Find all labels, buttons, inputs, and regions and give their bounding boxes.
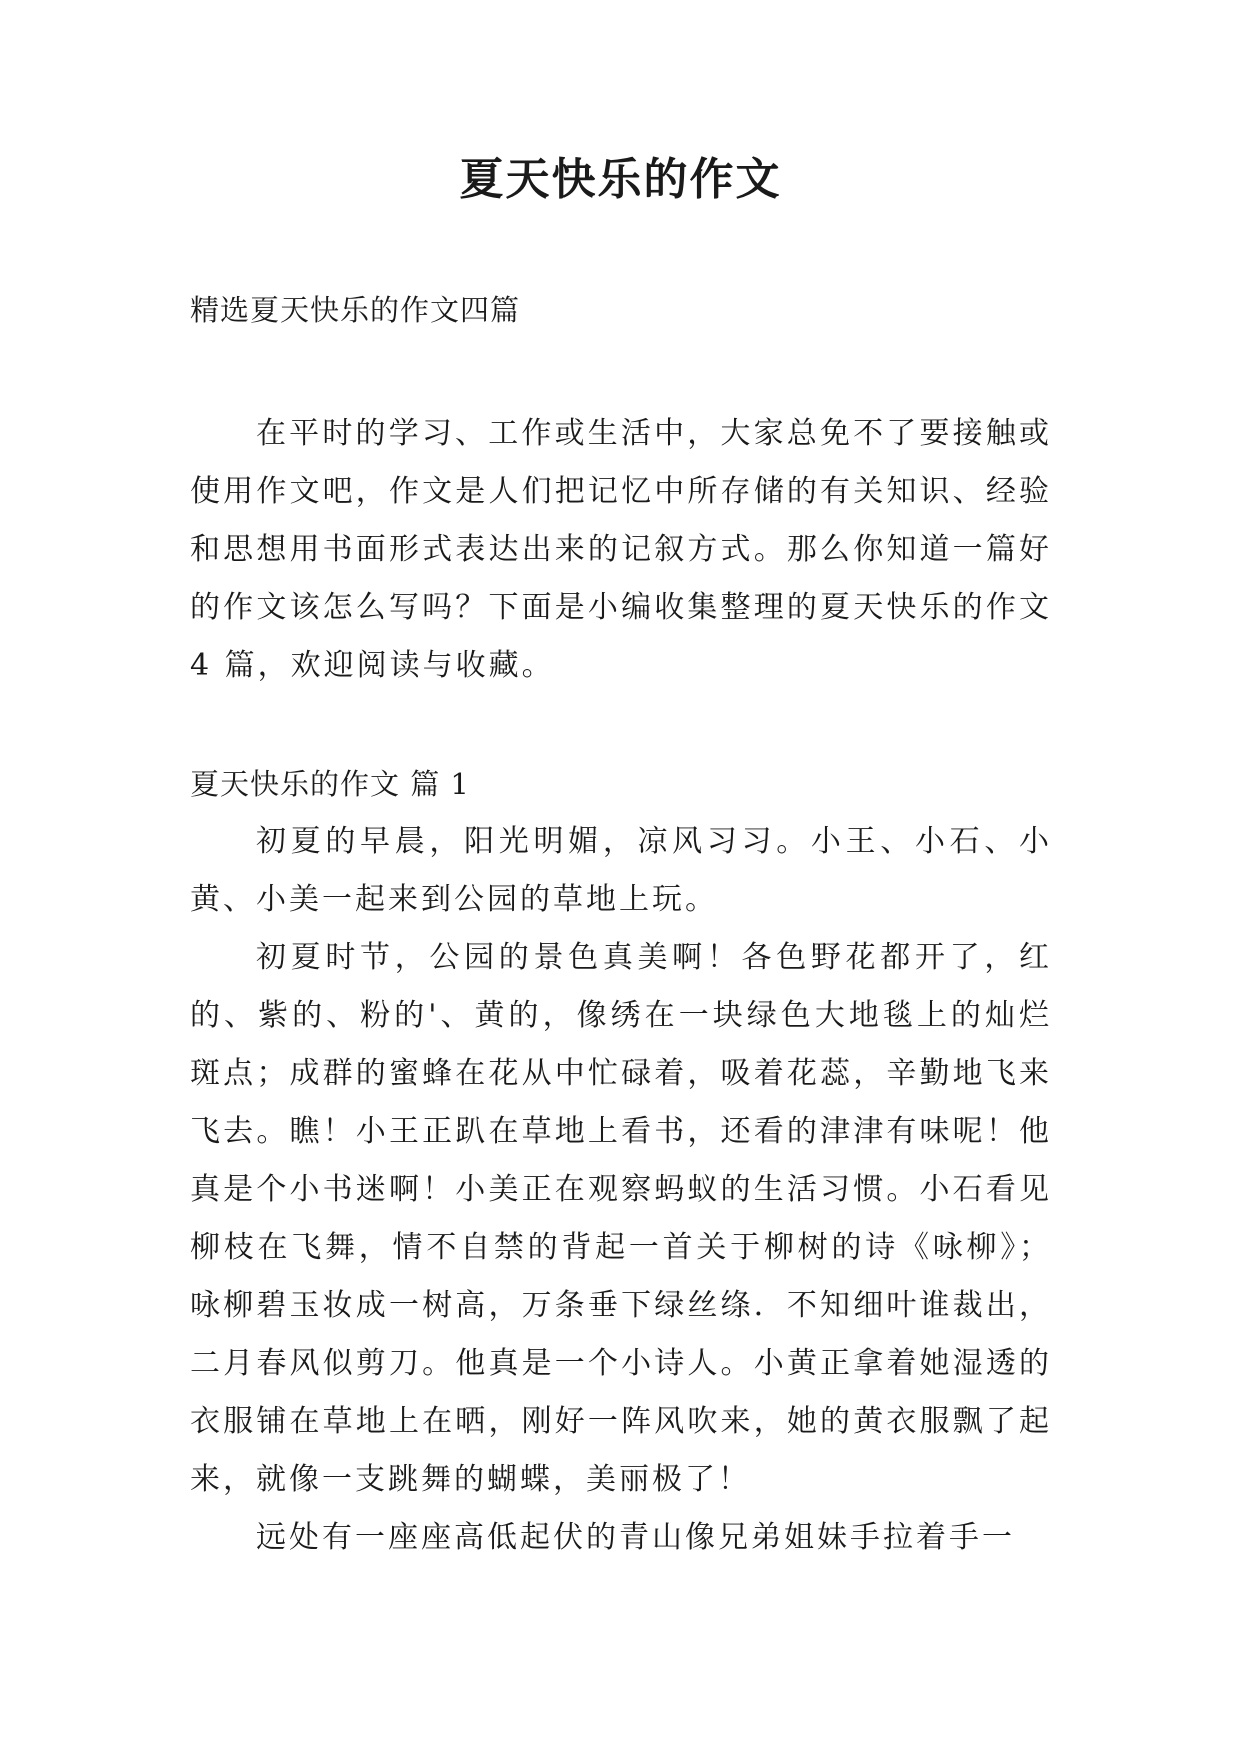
document-subtitle: 精选夏天快乐的作文四篇 bbox=[190, 293, 521, 327]
section-body bbox=[190, 813, 1052, 1567]
body-paragraph: 初夏的早晨，阳光明媚，凉风习习。小王、小石、小黄、小美一起来到公园的草地上玩。 bbox=[190, 824, 1052, 917]
intro-paragraph: 在平时的学习、工作或生活中，大家总免不了要接触或使用作文吧，作文是人们把记忆中所存储的有关知识、经验和思想用书面形式表达出来的记叙方式。那么你知道一篇好的作文该怎么写吗？下面是小编收集整理的夏天快乐的作文 4 篇，欢迎阅读与收藏。 bbox=[190, 416, 1052, 683]
body-paragraph: 远处有一座座高低起伏的青山像兄弟姐妹手拉着手一 bbox=[256, 1520, 1015, 1555]
document-title: 夏天快乐的作文 bbox=[459, 154, 782, 205]
section-heading: 夏天快乐的作文 篇 1 bbox=[190, 767, 470, 801]
body-paragraph: 初夏时节，公园的景色真美啊！各色野花都开了，红的、紫的、粉的'、黄的，像绣在一块绿色大地毯上的灿烂斑点；成群的蜜蜂在花从中忙碌着，吸着花蕊，辛勤地飞来飞去。瞧！小王正趴在草地上看书，还看的津津有味呢！他真是个小书迷啊！小美正在观察蚂蚁的生活习惯。小石看见柳枝在飞舞，情不自禁的背起一首关于柳树的诗《咏柳》；咏柳碧玉妆成一树高，万条垂下绿丝绦．不知细叶谁裁出，二月春风似剪刀。他真是一个小诗人。小黄正拿着她湿透的衣服铺在草地上在晒，刚好一阵风吹来，她的黄衣服飘了起来，就像一支跳舞的蝴蝶，美丽极了！ bbox=[190, 940, 1052, 1497]
